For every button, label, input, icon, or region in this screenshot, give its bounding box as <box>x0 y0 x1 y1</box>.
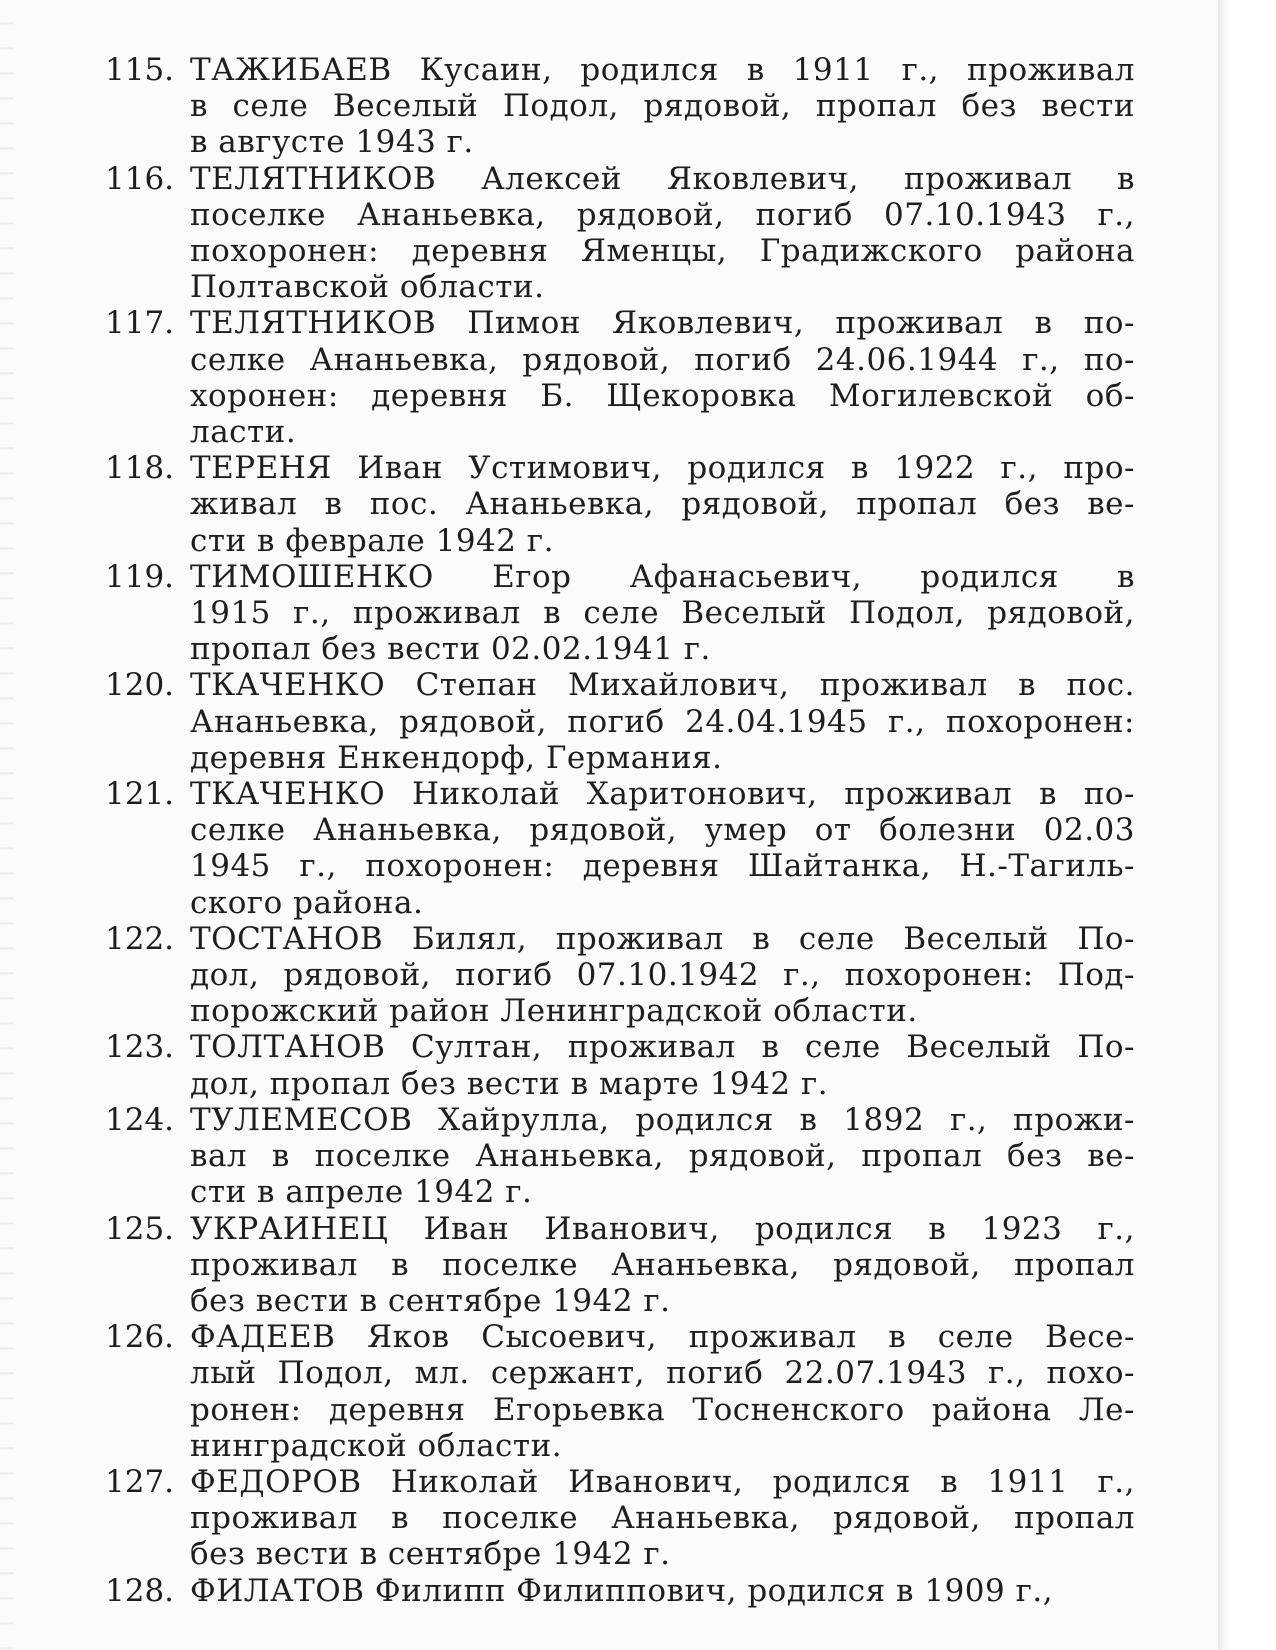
entry-number: 127. <box>105 1463 175 1500</box>
list-entry <box>105 1029 1135 1101</box>
entry-text-line: без вести в сентябре 1942 г. <box>190 1282 671 1319</box>
entry-text-line: ТАЖИБАЕВ Кусаин, родился в 1911 г., проживал <box>190 52 1135 88</box>
entry-text-line: порожский район Ленинградской области. <box>190 993 918 1030</box>
entry-text-line: ТОЛТАНОВ Султан, проживал в селе Веселый По- <box>190 1029 1135 1066</box>
list-entry <box>105 305 1135 450</box>
entry-text-line: нинградской области. <box>190 1427 563 1464</box>
entry-text-line: ТЕЛЯТНИКОВ Алексей Яковлевич, проживал в <box>190 160 1135 197</box>
list-entry <box>105 1211 1135 1320</box>
entry-number: 123. <box>105 1029 175 1066</box>
entry-number: 116. <box>105 160 175 197</box>
list-entry <box>105 1102 1135 1211</box>
entry-text-line: ронен: деревня Егорьевка Тосненского района Ле- <box>190 1391 1135 1428</box>
entry-text-line: вал в поселке Ананьевка, рядовой, пропал без ве- <box>190 1138 1135 1175</box>
page-left-edge <box>0 0 14 1650</box>
page-right-edge <box>1218 0 1276 1650</box>
casualty-list <box>105 52 1135 1609</box>
entry-text-line: деревня Енкендорф, Германия. <box>190 739 723 776</box>
list-entry <box>105 1319 1135 1464</box>
entry-text-line: ТУЛЕМЕСОВ Хайрулла, родился в 1892 г., прожи- <box>190 1101 1135 1138</box>
entry-text-line: проживал в поселке Ананьевка, рядовой, пропал <box>190 1246 1135 1283</box>
entry-text-line: ТЕРЕНЯ Иван Устимович, родился в 1922 г., про- <box>190 450 1135 487</box>
entry-number: 120. <box>105 667 175 704</box>
entry-text-line: 1945 г., похоронен: деревня Шайтанка, Н.-Тагиль- <box>190 848 1135 885</box>
entry-number: 115. <box>105 52 175 88</box>
entry-text-line: Ананьевка, рядовой, погиб 24.04.1945 г., похоронен: <box>190 703 1135 740</box>
entry-number: 125. <box>105 1210 175 1247</box>
entry-text-line: пропал без вести 02.02.1941 г. <box>190 631 711 668</box>
list-entry <box>105 776 1135 921</box>
entry-text-line: дол, пропал без вести в марте 1942 г. <box>190 1065 829 1102</box>
entry-text-line: проживал в поселке Ананьевка, рядовой, пропал <box>190 1500 1135 1537</box>
entry-text-line: хоронен: деревня Б. Щекоровка Могилевской об- <box>190 377 1135 414</box>
entry-number: 128. <box>105 1572 175 1609</box>
entry-text-line: ТЕЛЯТНИКОВ Пимон Яковлевич, проживал в по- <box>190 305 1135 342</box>
entry-number: 118. <box>105 450 175 487</box>
entry-number: 126. <box>105 1319 175 1356</box>
entry-text-line: живал в пос. Ананьевка, рядовой, пропал без ве- <box>190 486 1135 523</box>
entry-text-line: ТИМОШЕНКО Егор Афанасьевич, родился в <box>190 558 1135 595</box>
entry-text-line: 1915 г., проживал в селе Веселый Подол, рядовой, <box>190 595 1135 632</box>
entry-number: 122. <box>105 920 175 957</box>
entry-text-line: в августе 1943 г. <box>190 124 474 161</box>
entry-text-line: Полтавской области. <box>190 269 545 306</box>
entry-text-line: дол, рядовой, погиб 07.10.1942 г., похоронен: Под- <box>190 957 1135 994</box>
list-entry <box>105 667 1135 776</box>
entry-text-line: ФЕДОРОВ Николай Иванович, родился в 1911 г., <box>190 1463 1135 1500</box>
entry-text-line: сти в апреле 1942 г. <box>190 1174 533 1211</box>
entry-text-line: ского района. <box>190 884 424 921</box>
entry-text-line: селке Ананьевка, рядовой, умер от болезни 02.03 <box>190 812 1135 849</box>
entry-text-line: ТОСТАНОВ Билял, проживал в селе Веселый По- <box>190 920 1135 957</box>
entry-text-line: ТКАЧЕНКО Николай Харитонович, проживал в по- <box>190 776 1135 813</box>
list-entry <box>105 52 1135 161</box>
entry-text-line: УКРАИНЕЦ Иван Иванович, родился в 1923 г., <box>190 1210 1135 1247</box>
list-entry <box>105 450 1135 559</box>
list-entry <box>105 1464 1135 1573</box>
entry-text-line: без вести в сентябре 1942 г. <box>190 1536 671 1573</box>
entry-text-line: ТКАЧЕНКО Степан Михайлович, проживал в пос. <box>190 667 1135 704</box>
entry-number: 121. <box>105 776 175 813</box>
list-entry <box>105 921 1135 1030</box>
entry-number: 117. <box>105 305 175 342</box>
list-entry <box>105 1573 1135 1609</box>
list-entry <box>105 161 1135 306</box>
list-entry <box>105 559 1135 668</box>
entry-text-line: поселке Ананьевка, рядовой, погиб 07.10.1943 г., <box>190 196 1135 233</box>
entry-text-line: ФАДЕЕВ Яков Сысоевич, проживал в селе Весе- <box>190 1319 1135 1356</box>
entry-number: 124. <box>105 1101 175 1138</box>
entry-text-line: лый Подол, мл. сержант, погиб 22.07.1943 г., похо- <box>190 1355 1135 1392</box>
entry-text-line: селке Ананьевка, рядовой, погиб 24.06.1944 г., по- <box>190 341 1135 378</box>
entry-text-line: ласти. <box>190 414 297 451</box>
entry-text-line: в селе Веселый Подол, рядовой, пропал без вести <box>190 88 1135 125</box>
entry-text-line: сти в феврале 1942 г. <box>190 522 554 559</box>
entry-text-line: похоронен: деревня Яменцы, Градижского района <box>190 233 1135 270</box>
entry-text-line: ФИЛАТОВ Филипп Филиппович, родился в 1909 г., <box>190 1572 1054 1609</box>
entry-number: 119. <box>105 558 175 595</box>
